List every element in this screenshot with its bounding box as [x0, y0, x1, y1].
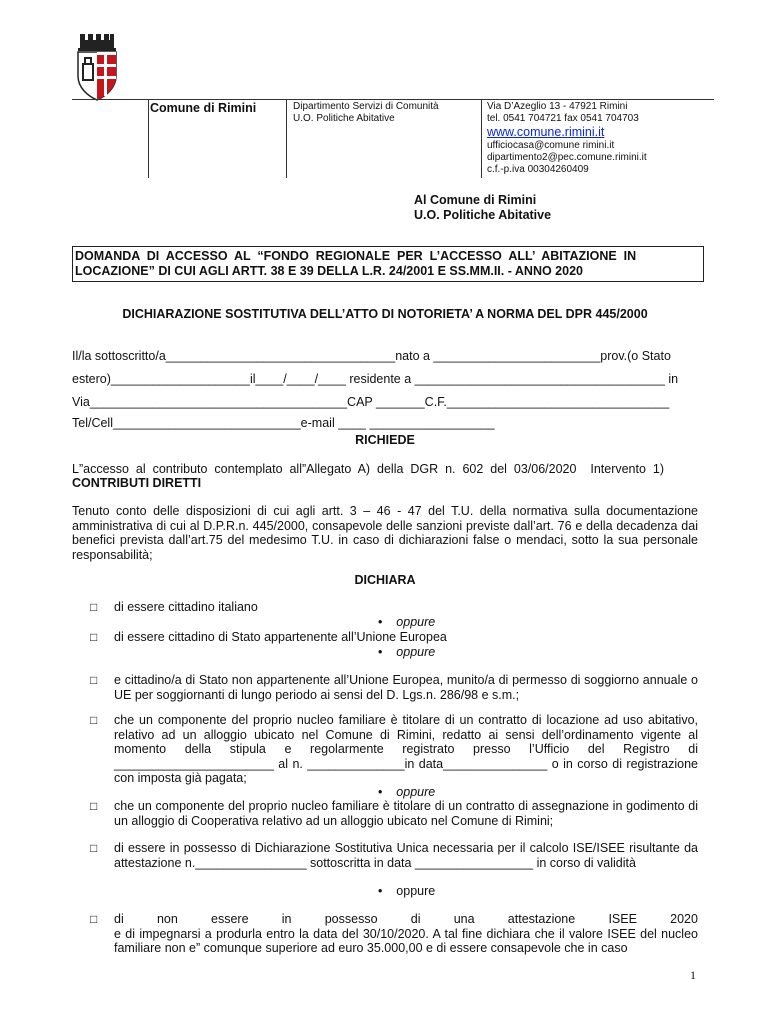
- word: possesso: [324, 912, 378, 926]
- email-office[interactable]: ufficiocasa@comune rimini.it: [487, 140, 615, 151]
- form-line-contacts[interactable]: Tel/Cell___________________________e-mail ____ __________________: [72, 416, 495, 430]
- oppure-separator: [378, 615, 435, 629]
- email-pec[interactable]: dipartimento2@pec.comune.rimini.it: [487, 152, 647, 163]
- tax-code: c.f.-p.iva 00304260409: [487, 164, 589, 175]
- department-block: [293, 101, 439, 125]
- coat-of-arms-icon: [74, 34, 120, 102]
- word: ISEE: [608, 912, 637, 926]
- oppure-label: oppure: [396, 645, 436, 659]
- header-separator: [481, 99, 482, 178]
- document-subtitle: DICHIARAZIONE SOSTITUTIVA DELL’ATTO DI NOTORIETA’ A NORMA DEL DPR 445/2000: [122, 307, 648, 321]
- checkbox[interactable]: □: [90, 713, 98, 727]
- checkbox[interactable]: □: [90, 841, 98, 855]
- department-name: Dipartimento Servizi di Comunità: [293, 101, 439, 112]
- contact-block: [487, 101, 647, 176]
- word: di: [410, 912, 421, 926]
- phone-fax: tel. 0541 704721 fax 0541 704703: [487, 113, 639, 124]
- declaration-non-eu: e cittadino/a di Stato non appartenente all’Unione Europea, munito/a di permesso di soggiorno annuale o UE per soggiornanti di lungo periodo ai sensi del D. Lgs.n. 286/98 e s.m.;: [114, 673, 698, 702]
- header-separator: [148, 99, 149, 178]
- addressee-line: Al Comune di Rimini: [414, 193, 537, 207]
- section-heading-dichiara: DICHIARA: [354, 573, 416, 587]
- checkbox[interactable]: □: [90, 799, 98, 813]
- section-heading-richiede: RICHIEDE: [355, 433, 415, 447]
- bullet-icon: •: [378, 785, 383, 799]
- declaration-isee-missing: [114, 912, 698, 956]
- word: attestazione: [507, 912, 576, 926]
- addressee: [414, 193, 551, 223]
- title-line: DOMANDA DI ACCESSO AL “FONDO REGIONALE PER L’ACCESSO ALL’ ABITAZIONE IN: [75, 249, 637, 263]
- bullet-icon: •: [378, 615, 383, 629]
- title-line: LOCAZIONE” DI CUI AGLI ARTT. 38 E 39 DELLA L.R. 24/2001 E SS.MM.II. - ANNO 2020: [75, 264, 583, 278]
- bullet-icon: •: [378, 884, 383, 898]
- word: in: [281, 912, 292, 926]
- declaration-isee-held: di essere in possesso di Dichiarazione Sostitutiva Unica necessaria per il calcolo ISE/ISEE risultante da attestazione n.________________ sottoscritta in data _________________ in corso di validità: [114, 841, 698, 870]
- checkbox[interactable]: □: [90, 912, 98, 926]
- document-title: [72, 246, 704, 282]
- word: 2020: [670, 912, 698, 926]
- contributi-label: CONTRIBUTI DIRETTI: [72, 476, 202, 490]
- website-link[interactable]: www.comune.rimini.it: [487, 125, 605, 139]
- isee-missing-continuation: e di impegnarsi a produrla entro la data del 30/10/2020. A tal fine dichiara che il valore ISEE del nucleo familiare non e” comunque superiore ad euro 35.000,00 e di essere consapevole che in caso: [114, 926, 698, 955]
- checkbox[interactable]: □: [90, 673, 98, 687]
- oppure-label: oppure: [396, 615, 436, 629]
- address: Via D’Azeglio 13 - 47921 Rimini: [487, 101, 628, 112]
- declaration-rental-contract: che un componente del proprio nucleo familiare è titolare di un contratto di locazione ad uso abitativo, relativo ad un alloggio ubicato nel Comune di Rimini, redatto ai sensi dell’ordinamento vigente al momento della stipula e regolarmente registrato presso l’Ufficio del Registro di _______________________ al n. ______________in data_______________ o in corso di registrazione con imposta già pagata;: [114, 713, 698, 785]
- oppure-separator: [378, 645, 435, 659]
- premise-paragraph: Tenuto conto delle disposizioni di cui agli artt. 3 – 46 - 47 del T.U. della normativa sulla documentazione amministrativa di cui al D.P.R.n. 445/2000, consapevole delle sanzioni previste dall’art. 76 e della decadenza dai benefici prevista dall’art.75 del medesimo T.U. in caso di dichiarazioni false o mendaci, sotto la sua personale responsabilità;: [72, 504, 698, 562]
- municipality-name: Comune di Rimini: [150, 101, 257, 115]
- addressee-line: U.O. Politiche Abitative: [414, 208, 552, 222]
- access-text: L”accesso al contributo contemplato all”Allegato A) della DGR n. 602 del 03/06/2020 Intervento 1): [72, 462, 664, 476]
- oppure-label: oppure: [396, 884, 436, 898]
- checkbox[interactable]: □: [90, 630, 98, 644]
- oppure-separator: [378, 785, 435, 799]
- oppure-label: oppure: [396, 785, 436, 799]
- word: una: [453, 912, 475, 926]
- header-separator: [286, 99, 287, 178]
- declaration-eu: di essere cittadino di Stato appartenente all’Unione Europea: [114, 630, 447, 644]
- form-line-birth[interactable]: estero)____________________il____/____/____ residente a ____________________________________ in: [72, 372, 679, 386]
- checkbox[interactable]: □: [90, 600, 98, 614]
- bullet-icon: •: [378, 645, 383, 659]
- word: di: [114, 912, 124, 926]
- logo: [74, 34, 120, 105]
- declaration-cooperative: che un componente del proprio nucleo familiare è titolare di un contratto di assegnazione in godimento di un alloggio di Cooperativa relativo ad un alloggio ubicato nel Comune di Rimini;: [114, 799, 698, 828]
- word: non: [156, 912, 178, 926]
- header-divider: [72, 99, 714, 100]
- form-line-name[interactable]: Il/la sottoscritto/a_________________________________nato a ________________________prov.(o Stato: [72, 349, 671, 363]
- isee-missing-first-line: [114, 912, 698, 927]
- oppure-separator: [378, 884, 435, 898]
- office-name: U.O. Politiche Abitative: [293, 113, 395, 124]
- word: essere: [211, 912, 249, 926]
- declaration-italian: di essere cittadino italiano: [114, 600, 258, 614]
- page-number: 1: [690, 968, 696, 982]
- form-line-address[interactable]: Via_____________________________________CAP _______C.F.________________________________: [72, 395, 670, 409]
